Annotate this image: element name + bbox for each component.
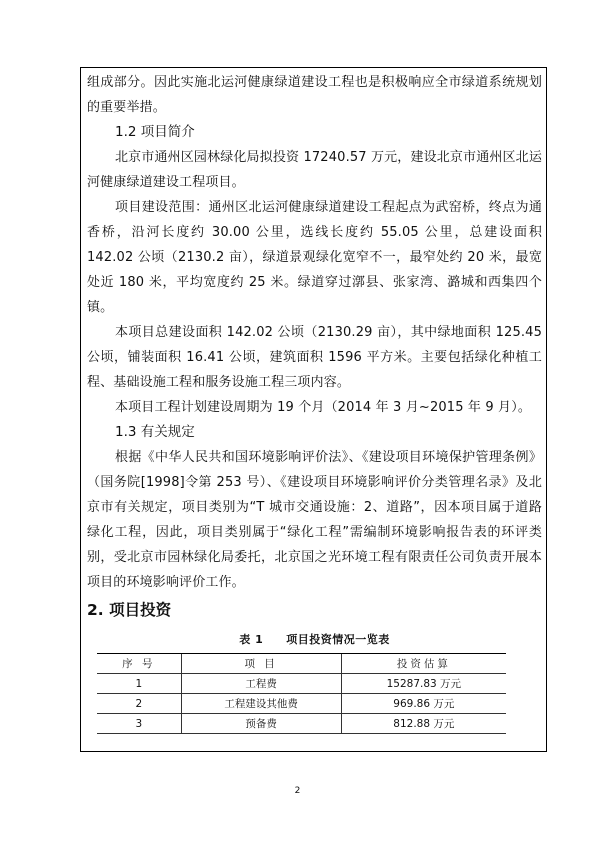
page-number: 2 [294,786,301,796]
cell-estimate: 812.88 万元 [341,714,506,734]
paragraph-intro-continuation: 组成部分。因此实施北运河健康绿道建设工程也是积极响应全市绿道系统规划的重要举措。 [87,75,542,115]
paragraph-regulations: 根据《中华人民共和国环境影响评价法》、《建设项目环境保护管理条例》（国务院[1998]令第 253 号）、《建设项目环境影响评价分类管理名录》及北京市有关规定，项目类别为“T 城市交通设施：2、道路”，因本项目属于道路绿化工程，因此，项目类别属于“绿化工程”需编制环境影响报告表的环评类别，受北京市园林绿化局委托，北京国之光环境工程有限责任公司负责开展本项目的环境影响评价工作。 [87,450,542,590]
paragraph-construction-scope: 项目建设范围：通州区北运河健康绿道建设工程起点为武窑桥，终点为通香桥，沿河长度约 30.00 公里，选线长度约 55.05 公里，总建设面积 142.02 公顷（2130.2 亩），绿道景观绿化宽窄不一，最窄处约 20 米，最宽处近 180 米，平均宽度约 25 米。绿道穿过漷县、张家湾、潞城和西集四个镇。 [87,200,542,315]
cell-item: 工程费 [181,674,341,694]
paragraph-schedule: 本项目工程计划建设周期为 19 个月（2014 年 3 月~2015 年 9 月）。 [115,400,532,415]
section-heading-1-3: 1.3 有关规定 [115,424,195,440]
cell-estimate: 15287.83 万元 [341,674,506,694]
table-row [97,714,506,734]
paragraph-area-breakdown: 本项目总建设面积 142.02 公顷（2130.29 亩），其中绿地面积 125.45 公顷，铺装面积 16.41 公顷，建筑面积 1596 平方米。主要包括绿化种植工程、基础设施工程和服务设施工程三项内容。 [87,325,542,390]
table-caption: 表 1 项目投资情况一览表 [239,633,390,646]
col-header-estimate: 投资估算 [341,654,506,674]
investment-table [97,653,506,734]
cell-number: 1 [97,674,181,694]
cell-item: 预备费 [181,714,341,734]
table-row [97,694,506,714]
col-header-item: 项 目 [181,654,341,674]
table-header-row [97,654,506,674]
cell-number: 3 [97,714,181,734]
document-body [87,70,542,734]
table-row [97,674,506,694]
paragraph-investment-summary: 北京市通州区园林绿化局拟投资 17240.57 万元，建设北京市通州区北运河健康绿道建设工程项目。 [87,150,542,190]
col-header-number: 序 号 [97,654,181,674]
section-heading-2: 2. 项目投资 [87,601,172,619]
cell-estimate: 969.86 万元 [341,694,506,714]
cell-item: 工程建设其他费 [181,694,341,714]
section-heading-1-2: 1.2 项目简介 [115,124,195,140]
cell-number: 2 [97,694,181,714]
